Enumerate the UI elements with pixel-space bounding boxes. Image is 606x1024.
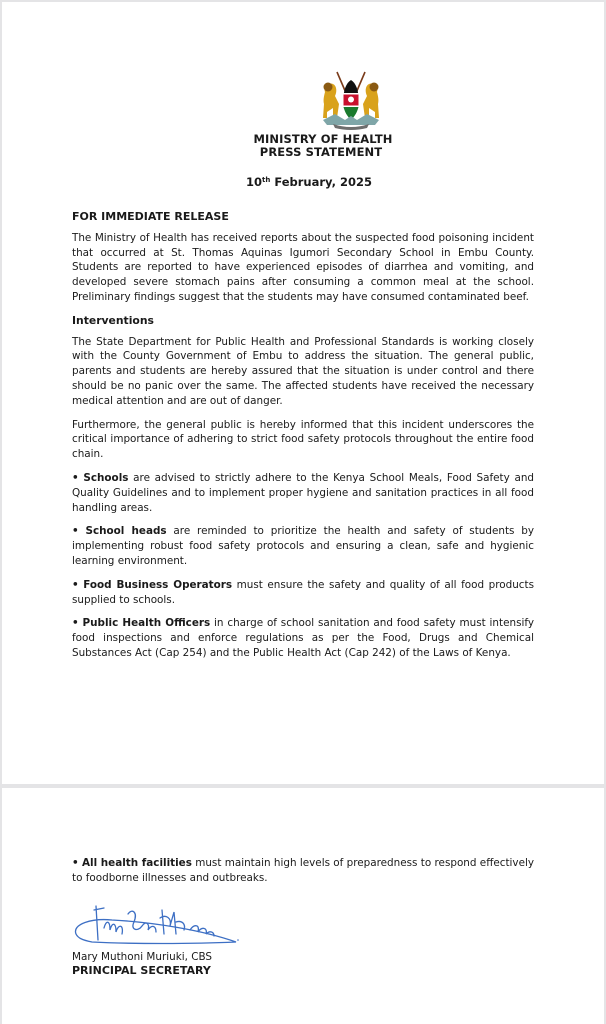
statement-body	[72, 210, 534, 670]
bullet-icon: •	[72, 857, 79, 869]
signatory-name: Mary Muthoni Muriuki, CBS	[72, 951, 212, 963]
bullet-icon: •	[72, 617, 79, 630]
bullet-schools: • Schools are advised to strictly adhere to the Kenya School Meals, Food Safety and Quality Guidelines and to implement proper hygiene and sanitation practices in all food handling areas.	[72, 471, 534, 514]
release-label: FOR IMMEDIATE RELEASE	[72, 210, 229, 223]
bullet-icon: •	[72, 578, 79, 591]
signatory-title: PRINCIPAL SECRETARY	[72, 964, 211, 977]
interventions-paragraph-2: Furthermore, the general public is hereby informed that this incident underscores the critical importance of adhering to strict food safety protocols throughout the entire food chain.	[72, 418, 534, 461]
document-type: PRESS STATEMENT	[259, 145, 383, 159]
signature-icon	[72, 900, 242, 946]
bullet-icon: •	[72, 525, 79, 538]
intro-paragraph: The Ministry of Health has received reports about the suspected food poisoning incident that occurred at St. Thomas Aquinas Igumori Secondary School in Embu County. Students are reported to have experienced episodes of diarrhea and vomiting, and developed severe stomach pains after consuming a common meal at the school. Preliminary findings suggest that the students may have consumed contaminated beef.	[72, 231, 534, 303]
bullet-icon: •	[72, 471, 79, 484]
bullet-health-facilities: • All health facilities must maintain high levels of preparedness to respond effectively to foodborne illnesses and outbreaks.	[72, 857, 534, 884]
signatory-block	[72, 950, 212, 978]
ministry-name: MINISTRY OF HEALTH	[253, 132, 393, 146]
kenya-coat-of-arms-icon	[315, 70, 387, 132]
bullet-food-business-operators: • Food Business Operators must ensure the safety and quality of all food products supplied to schools.	[72, 578, 534, 606]
bullet-school-heads: • School heads are reminded to prioritize the health and safety of students by implementing robust food safety protocols and ensuring a clean, safe and hygienic learning environment.	[72, 525, 535, 567]
bullet-public-health-officers: • Public Health Officers in charge of school sanitation and food safety must intensify food inspections and enforce regulations as per the Food, Drugs and Chemical Substances Act (Cap 254) and the Public Health Act (Cap 242) of the Laws of Kenya.	[72, 617, 534, 659]
statement-body-continued	[72, 856, 534, 895]
page-title	[0, 133, 606, 159]
statement-date: 10th February, 2025	[245, 175, 373, 189]
interventions-paragraph-1: The State Department for Public Health and Professional Standards is working closely with the County Government of Embu to address the situation. The general public, parents and students are hereby assured that the situation is under control and there should be no panic over the same. The affected students have received the necessary medical attention and are out of danger.	[72, 335, 534, 407]
interventions-heading: Interventions	[72, 313, 154, 327]
